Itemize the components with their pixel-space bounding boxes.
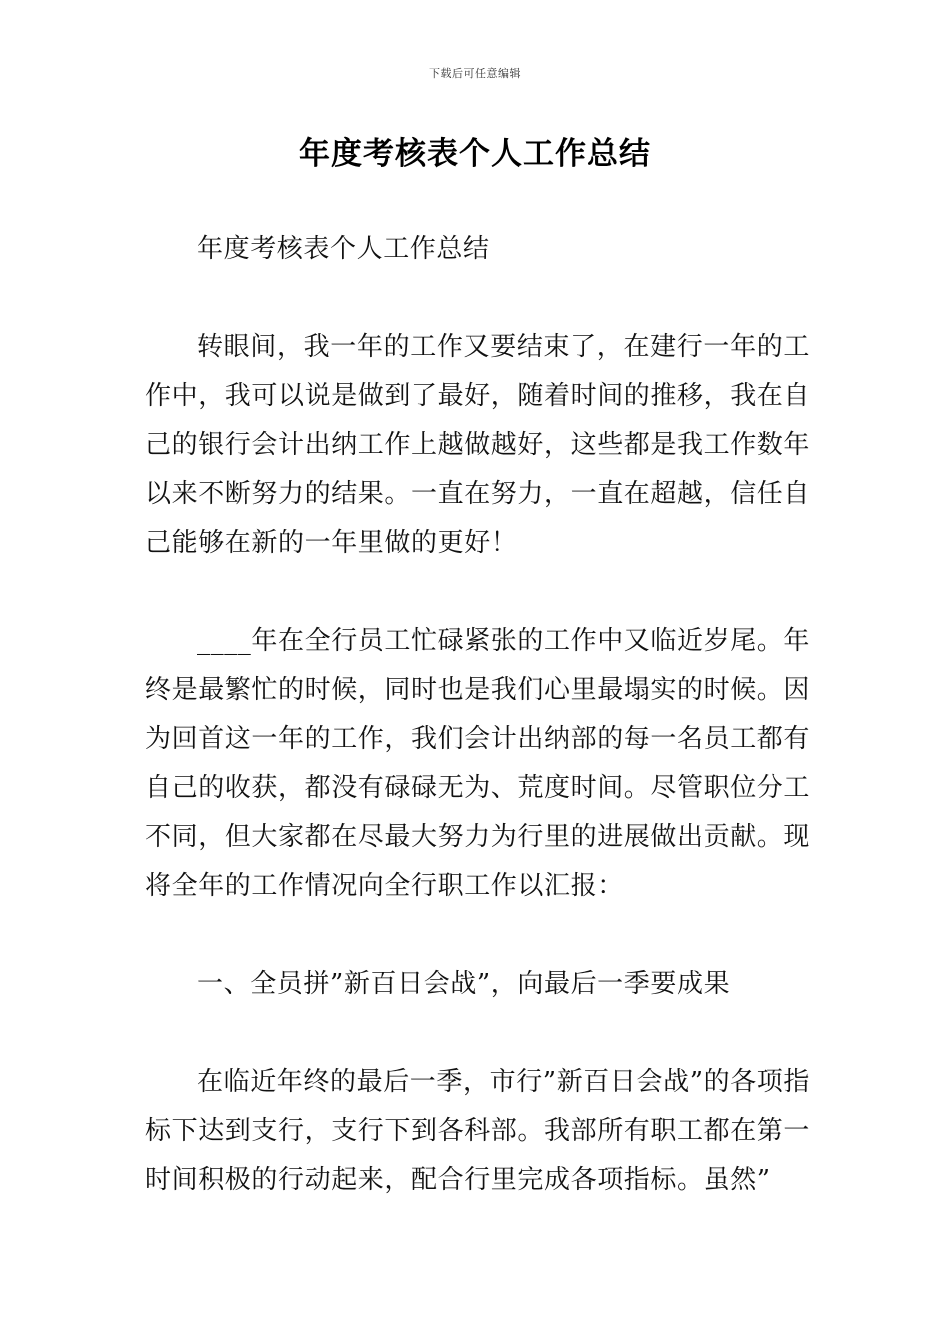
section-heading: 一、全员拼”新百日会战”，向最后一季要成果 — [197, 969, 731, 999]
section-paragraph: 在临近年终的最后一季，市行”新百日会战”的各项指标下达到支行，支行下到各科部。我部所有职工都在第一时间积极的行动起来，配合行里完成各项指标。虽然” — [145, 1067, 811, 1195]
document-body — [145, 225, 810, 1254]
intro-paragraph: 转眼间，我一年的工作又要结束了，在建行一年的工作中，我可以说是做到了最好，随着时间的推移，我在自己的银行会计出纳工作上越做越好，这些都是我工作数年以来不断努力的结果。一直在努力，一直在超越，信任自己能够在新的一年里做的更好！ — [145, 332, 811, 558]
header-note: 下载后可任意编辑 — [429, 67, 521, 80]
subtitle-paragraph: 年度考核表个人工作总结 — [197, 234, 490, 264]
report-paragraph: ____年在全行员工忙碌紧张的工作中又临近岁尾。年终是最繁忙的时候，同时也是我们心里最塌实的时候。因为回首这一年的工作，我们会计出纳部的每一名员工都有自己的收获，都没有碌碌无为、荒度时间。尽管职位分工不同，但大家都在尽最大努力为行里的进展做出贡献。现将全年的工作情况向全行职工作以汇报： — [145, 626, 811, 901]
document-title: 年度考核表个人工作总结 — [299, 136, 651, 172]
